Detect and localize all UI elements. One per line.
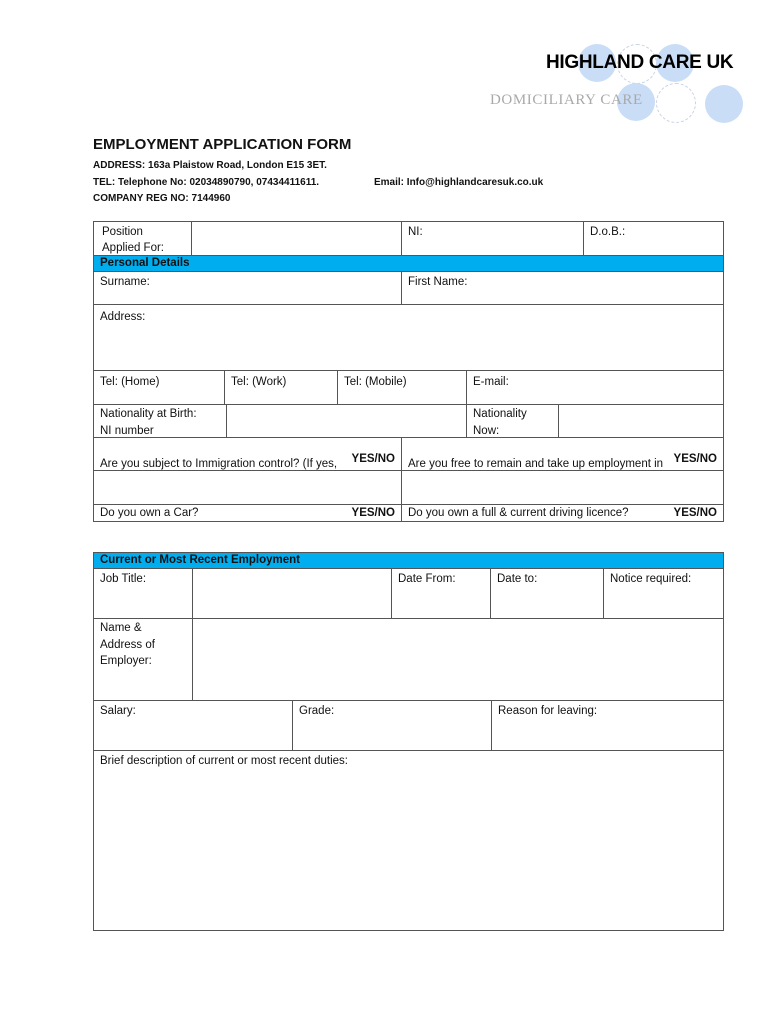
job-title-field[interactable] bbox=[192, 568, 392, 619]
nationality-now-field[interactable] bbox=[558, 404, 724, 438]
notice-required-field[interactable]: Notice required: bbox=[603, 568, 724, 619]
free-to-remain-yes-no[interactable]: YES/NO bbox=[673, 452, 717, 465]
free-to-remain-details-field[interactable] bbox=[401, 470, 724, 505]
reason-leaving-field[interactable]: Reason for leaving: bbox=[491, 700, 724, 751]
own-car-yes-no[interactable]: YES/NO bbox=[351, 507, 395, 519]
nationality-birth-field[interactable] bbox=[226, 404, 467, 438]
ni-field[interactable]: NI: bbox=[401, 221, 584, 256]
duties-field[interactable]: Brief description of current or most recent duties: bbox=[93, 750, 724, 931]
first-name-field[interactable]: First Name: bbox=[401, 271, 724, 305]
company-reg-no: COMPANY REG NO: 7144960 bbox=[93, 193, 231, 204]
brand-tagline: DOMICILIARY CARE bbox=[490, 92, 643, 108]
licence-yes-no[interactable]: YES/NO bbox=[673, 507, 717, 519]
employer-field[interactable] bbox=[192, 618, 724, 701]
surname-field[interactable]: Surname: bbox=[93, 271, 402, 305]
date-from-field[interactable]: Date From: bbox=[391, 568, 491, 619]
personal-details-heading: Personal Details bbox=[93, 255, 724, 272]
tel-mobile-field[interactable]: Tel: (Mobile) bbox=[337, 370, 467, 405]
immigration-details-field[interactable] bbox=[93, 470, 402, 505]
licence-question bbox=[401, 504, 724, 522]
free-to-remain-question-text: Are you free to remain and take up employment in bbox=[408, 457, 664, 470]
company-email: Email: Info@highlandcaresuk.co.uk bbox=[374, 177, 544, 188]
nationality-now-label: Nationality Now: bbox=[466, 404, 559, 438]
salary-field[interactable]: Salary: bbox=[93, 700, 293, 751]
company-address: ADDRESS: 163a Plaistow Road, London E15 3ET. bbox=[93, 160, 327, 171]
employment-heading: Current or Most Recent Employment bbox=[93, 552, 724, 569]
company-telephone: TEL: Telephone No: 02034890790, 07434411611. bbox=[93, 177, 320, 188]
immigration-question bbox=[93, 437, 402, 471]
email-field[interactable]: E-mail: bbox=[466, 370, 724, 405]
nationality-birth-label: Nationality at Birth: NI number bbox=[93, 404, 227, 438]
licence-question-text: Do you own a full & current driving licence? bbox=[408, 507, 629, 519]
form-title: EMPLOYMENT APPLICATION FORM bbox=[93, 136, 352, 153]
position-applied-field[interactable] bbox=[191, 221, 402, 256]
immigration-yes-no[interactable]: YES/NO bbox=[351, 452, 395, 465]
own-car-question bbox=[93, 504, 402, 522]
logo-circle-decoration bbox=[705, 85, 743, 123]
address-field[interactable]: Address: bbox=[93, 304, 724, 371]
date-to-field[interactable]: Date to: bbox=[490, 568, 604, 619]
tel-home-field[interactable]: Tel: (Home) bbox=[93, 370, 225, 405]
dob-field[interactable]: D.o.B.: bbox=[583, 221, 724, 256]
tel-work-field[interactable]: Tel: (Work) bbox=[224, 370, 338, 405]
logo-circle-decoration bbox=[656, 83, 696, 123]
free-to-remain-question bbox=[401, 437, 724, 471]
employer-label: Name & Address of Employer: bbox=[93, 618, 193, 701]
own-car-question-text: Do you own a Car? bbox=[100, 507, 199, 519]
job-title-label: Job Title: bbox=[93, 568, 193, 619]
brand-name: HIGHLAND CARE UK bbox=[546, 52, 734, 73]
position-applied-label: Position Applied For: bbox=[93, 221, 192, 256]
immigration-question-text: Are you subject to Immigration control? (If yes, bbox=[100, 457, 338, 470]
grade-field[interactable]: Grade: bbox=[292, 700, 492, 751]
